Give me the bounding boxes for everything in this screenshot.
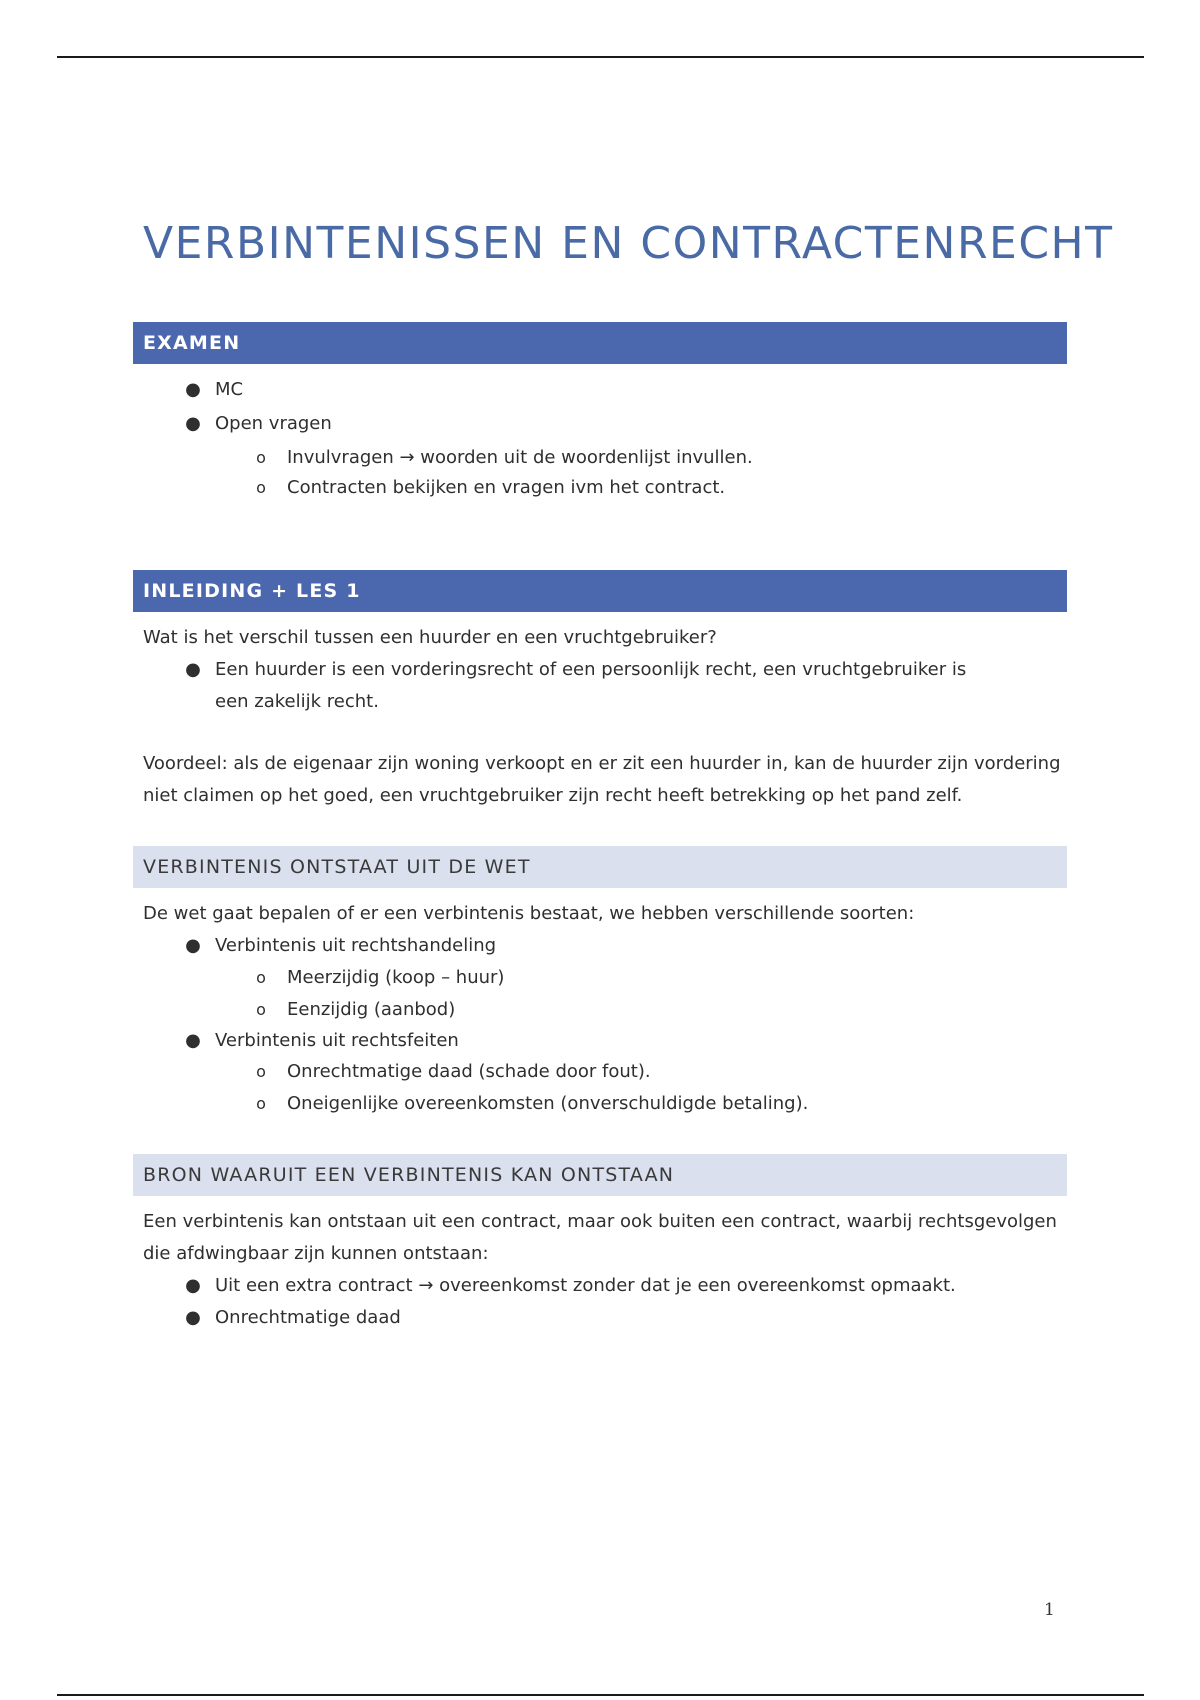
sub-bullet-icon: o	[256, 1000, 266, 1019]
section-heading-wet: VERBINTENIS ONTSTAAT UIT DE WET	[133, 846, 1067, 888]
bullet-icon: ●	[185, 413, 201, 434]
sub-list-item-text: Oneigenlijke overeenkomsten (onverschuldigde betaling).	[287, 1093, 809, 1114]
document-title: VERBINTENISSEN EN CONTRACTENRECHT	[143, 218, 1114, 269]
section-heading-examen: EXAMEN	[133, 322, 1067, 364]
section-heading-bron: BRON WAARUIT EEN VERBINTENIS KAN ONTSTAAN	[133, 1154, 1067, 1196]
header-rule	[57, 56, 1144, 58]
question-text: Wat is het verschil tussen een huurder en een vruchtgebruiker?	[143, 627, 717, 648]
sub-bullet-icon: o	[256, 478, 266, 497]
bullet-icon: ●	[185, 659, 201, 680]
sub-bullet-icon: o	[256, 968, 266, 987]
bullet-icon: ●	[185, 1307, 201, 1328]
list-item-text: Verbintenis uit rechtsfeiten	[215, 1030, 459, 1051]
footer-rule	[57, 1694, 1144, 1696]
sub-list-item-text: Contracten bekijken en vragen ivm het contract.	[287, 477, 726, 498]
bullet-icon: ●	[185, 935, 201, 956]
sub-bullet-icon: o	[256, 1094, 266, 1113]
list-item-text: Uit een extra contract → overeenkomst zonder dat je een overeenkomst opmaakt.	[215, 1275, 956, 1296]
sub-list-item-text: Meerzijdig (koop – huur)	[287, 967, 505, 988]
sub-list-item-text: Eenzijdig (aanbod)	[287, 999, 456, 1020]
list-item-text: Open vragen	[215, 413, 332, 434]
advantage-paragraph: Voordeel: als de eigenaar zijn woning verkoopt en er zit een huurder in, kan de huurder zijn vordering niet claimen op het goed, een vruchtgebruiker zijn recht heeft betrekking op het pand zelf.	[143, 753, 1061, 806]
bullet-icon: ●	[185, 1030, 201, 1051]
page-number: 1	[1044, 1600, 1055, 1620]
bullet-icon: ●	[185, 1275, 201, 1296]
bullet-icon: ●	[185, 379, 201, 400]
list-item-text: MC	[215, 379, 244, 400]
list-item-text: Verbintenis uit rechtshandeling	[215, 935, 497, 956]
list-item-text: Onrechtmatige daad	[215, 1307, 401, 1328]
list-item-text: Een huurder is een vorderingsrecht of een persoonlijk recht, een vruchtgebruiker is een zakelijk recht.	[215, 659, 967, 712]
sub-list-item-text: Invulvragen → woorden uit de woordenlijst invullen.	[287, 447, 753, 468]
intro-text: De wet gaat bepalen of er een verbintenis bestaat, we hebben verschillende soorten:	[143, 903, 915, 924]
intro-paragraph: Een verbintenis kan ontstaan uit een contract, maar ook buiten een contract, waarbij rechtsgevolgen die afdwingbaar zijn kunnen ontstaan:	[143, 1211, 1057, 1264]
sub-list-item-text: Onrechtmatige daad (schade door fout).	[287, 1061, 651, 1082]
sub-bullet-icon: o	[256, 1062, 266, 1081]
sub-bullet-icon: o	[256, 448, 266, 467]
section-heading-inleiding: INLEIDING + LES 1	[133, 570, 1067, 612]
